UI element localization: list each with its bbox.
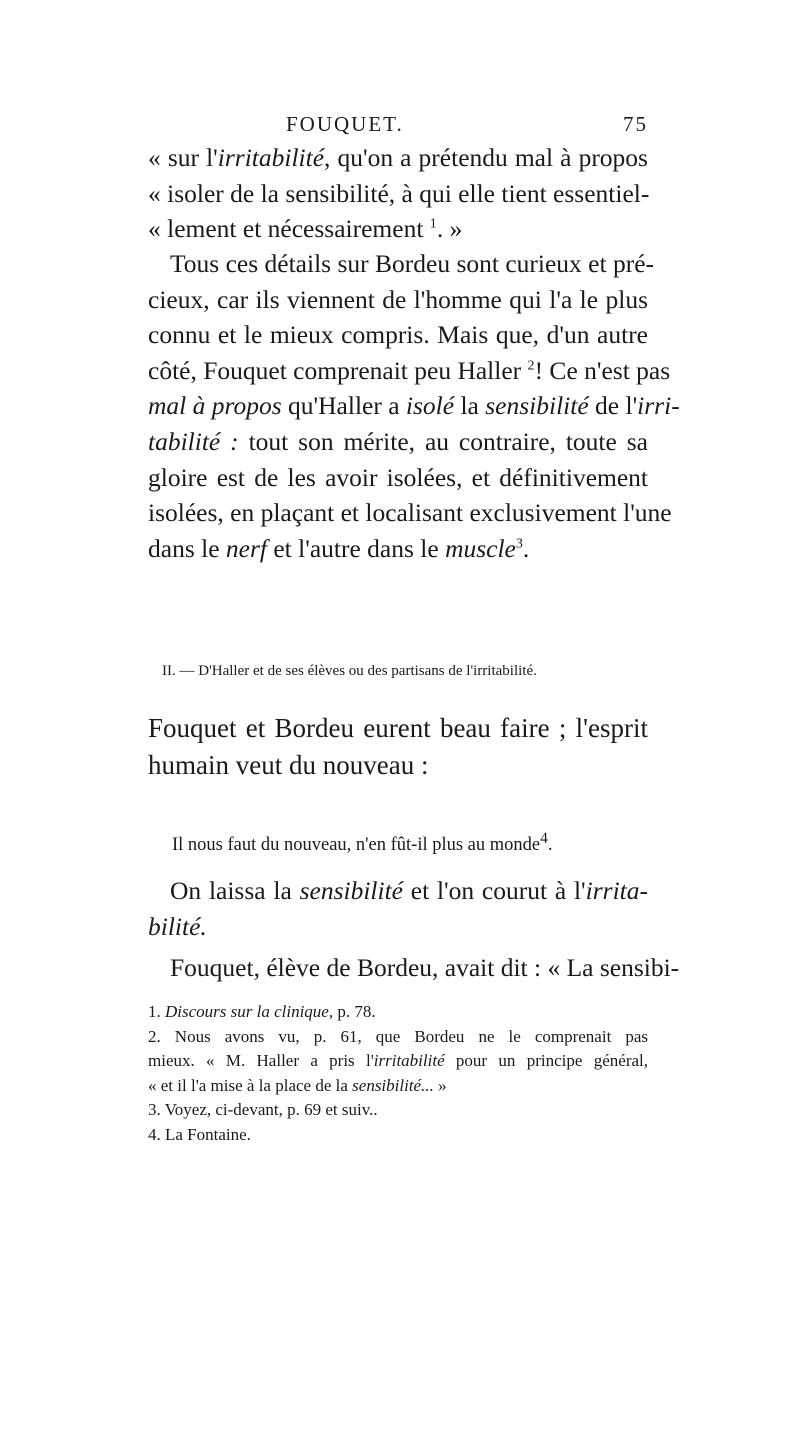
text-line: mal à propos qu'Haller a isolé la sensibilité de l'irri- [148,391,680,421]
footnote-3: 3. Voyez, ci-devant, p. 69 et suiv.. [148,1100,378,1119]
footnote-ref: 4 [540,830,548,847]
text-line: isolées, en plaçant et localisant exclusivement l'une [148,498,672,528]
text-line: Fouquet, élève de Bordeu, avait dit : « La sensibi- [170,953,680,982]
footnote-ref: 3 [515,536,523,552]
page-number: 75 [623,112,648,136]
paragraph-bordeu-haller [148,246,680,566]
text-line: humain veut du nouveau : [148,750,429,780]
footnote-2-cont: « et il l'a mise à la place de la sensibilité... » [148,1075,447,1095]
footnote-ref: 2 [527,358,535,374]
text-line: Tous ces détails sur Bordeu sont curieux et pré- [170,249,655,278]
text-line: Fouquet et Bordeu eurent beau faire ; l'esprit [148,713,648,743]
text-line: gloire est de les avoir isolées, et définitivement [148,462,648,492]
text-line: dans le nerf et l'autre dans le muscle$^3$. [148,533,530,563]
running-head-title: FOUQUET. [286,112,404,136]
footnote-2: 2. Nous avons vu, p. 61, que Bordeu ne le comprenait pas [148,1026,648,1046]
text-line: cieux, car ils viennent de l'homme qui l'a le plus [148,284,648,314]
text-line: côté, Fouquet comprenait peu Haller $^2$! Ce n'est pas [148,355,671,385]
paragraph-irritabilite [148,873,648,944]
text-line: « isoler de la sensibilité, à qui elle tient essentiel- [148,178,650,208]
footnotes [148,1000,648,1147]
text-line: tabilité : tout son mérite, au contraire, toute sa [148,426,648,456]
footnote-2-cont: mieux. « M. Haller a pris l'irritabilité pour un principe général, [148,1051,648,1070]
footnote-1: 1. Discours sur la clinique, p. 78. [148,1002,376,1021]
verse-quotation: Il nous faut du nouveau, n'en fût-il plus au monde$^4$. [172,830,553,856]
footnote-ref: 1 [429,216,437,232]
paragraph-quotation-end [148,140,648,247]
text-line: On laissa la sensibilité et l'on courut à l'irrita- [170,876,648,905]
footnote-4: 4. La Fontaine. [148,1124,251,1144]
text-line: « sur l'irritabilité, qu'on a prétendu mal à propos [148,143,648,172]
paragraph-nouveau [148,710,648,784]
section-heading: II. — D'Haller et de ses élèves ou des partisans de l'irritabilité. [162,663,537,679]
text-line: « lement et nécessairement $^1$. » [148,214,463,244]
text-line: connu et le mieux compris. Mais que, d'un autre [148,320,648,350]
paragraph-fouquet [148,950,680,986]
text-line: bilité. [148,911,207,941]
